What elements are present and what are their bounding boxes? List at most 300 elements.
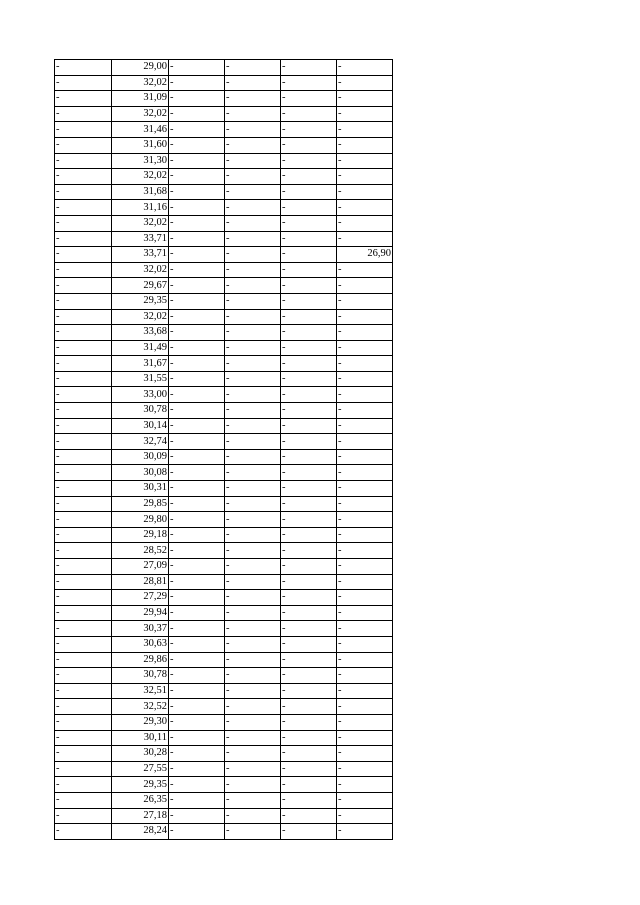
table-cell-c5: - <box>281 200 337 216</box>
table-body <box>55 60 393 840</box>
table-cell-c6: - <box>337 590 393 606</box>
table-cell-c1: - <box>55 215 112 231</box>
table-cell-c2: 30,08 <box>112 465 169 481</box>
table-cell-c4: - <box>225 231 281 247</box>
table-cell-c3: - <box>169 91 225 107</box>
table-cell-c1: - <box>55 621 112 637</box>
table-cell-c3: - <box>169 278 225 294</box>
table-cell-c3: - <box>169 699 225 715</box>
table-cell-c4: - <box>225 153 281 169</box>
table-cell-c5: - <box>281 137 337 153</box>
table-cell-c4: - <box>225 325 281 341</box>
table-cell-c2: 31,68 <box>112 184 169 200</box>
table-cell-c1: - <box>55 683 112 699</box>
table-cell-c2: 26,35 <box>112 792 169 808</box>
table-cell-c6: - <box>337 231 393 247</box>
table-cell-c5: - <box>281 418 337 434</box>
table-cell-c2: 32,02 <box>112 75 169 91</box>
table-cell-c6: - <box>337 449 393 465</box>
table-cell-c2: 31,16 <box>112 200 169 216</box>
table-cell-c6: - <box>337 309 393 325</box>
table-cell-c4: - <box>225 122 281 138</box>
table-row <box>55 184 393 200</box>
table-cell-c4: - <box>225 91 281 107</box>
table-cell-c5: - <box>281 465 337 481</box>
table-cell-c6: - <box>337 434 393 450</box>
table-cell-c3: - <box>169 574 225 590</box>
table-cell-c2: 30,11 <box>112 730 169 746</box>
table-row <box>55 761 393 777</box>
table-row <box>55 75 393 91</box>
table-cell-c5: - <box>281 512 337 528</box>
table-row <box>55 215 393 231</box>
table-cell-c1: - <box>55 636 112 652</box>
table-cell-c1: - <box>55 761 112 777</box>
table-cell-c5: - <box>281 746 337 762</box>
table-cell-c6: - <box>337 714 393 730</box>
table-row <box>55 699 393 715</box>
table-cell-c4: - <box>225 574 281 590</box>
table-cell-c2: 33,68 <box>112 325 169 341</box>
table-row <box>55 278 393 294</box>
table-cell-c4: - <box>225 215 281 231</box>
table-cell-c6: - <box>337 730 393 746</box>
table-cell-c3: - <box>169 652 225 668</box>
table-cell-c2: 29,94 <box>112 605 169 621</box>
table-cell-c4: - <box>225 434 281 450</box>
table-cell-c6: - <box>337 418 393 434</box>
table-cell-c2: 30,78 <box>112 403 169 419</box>
table-cell-c2: 32,51 <box>112 683 169 699</box>
table-cell-c6: - <box>337 699 393 715</box>
table-cell-c3: - <box>169 824 225 840</box>
table-cell-c3: - <box>169 621 225 637</box>
table-row <box>55 590 393 606</box>
table-row <box>55 481 393 497</box>
table-cell-c4: - <box>225 761 281 777</box>
table-cell-c4: - <box>225 668 281 684</box>
table-cell-c1: - <box>55 387 112 403</box>
table-cell-c4: - <box>225 512 281 528</box>
table-cell-c1: - <box>55 668 112 684</box>
table-cell-c5: - <box>281 621 337 637</box>
table-cell-c6: - <box>337 824 393 840</box>
table-cell-c5: - <box>281 527 337 543</box>
table-cell-c2: 30,31 <box>112 481 169 497</box>
table-cell-c3: - <box>169 200 225 216</box>
table-cell-c5: - <box>281 325 337 341</box>
table-cell-c1: - <box>55 730 112 746</box>
table-cell-c6: - <box>337 652 393 668</box>
table-cell-c3: - <box>169 481 225 497</box>
table-cell-c2: 31,09 <box>112 91 169 107</box>
table-cell-c2: 29,67 <box>112 278 169 294</box>
table-cell-c5: - <box>281 559 337 575</box>
table-cell-c4: - <box>225 792 281 808</box>
table-row <box>55 605 393 621</box>
table-row <box>55 387 393 403</box>
table-cell-c4: - <box>225 496 281 512</box>
table-cell-c1: - <box>55 403 112 419</box>
table-cell-c6: - <box>337 683 393 699</box>
table-cell-c6: - <box>337 356 393 372</box>
table-cell-c3: - <box>169 527 225 543</box>
table-cell-c1: - <box>55 746 112 762</box>
table-cell-c1: - <box>55 200 112 216</box>
table-cell-c1: - <box>55 824 112 840</box>
table-cell-c5: - <box>281 122 337 138</box>
table-cell-c3: - <box>169 309 225 325</box>
table-cell-c2: 27,29 <box>112 590 169 606</box>
table-cell-c1: - <box>55 605 112 621</box>
table-cell-c2: 29,35 <box>112 777 169 793</box>
table-cell-c5: - <box>281 543 337 559</box>
table-cell-c2: 30,28 <box>112 746 169 762</box>
table-cell-c3: - <box>169 153 225 169</box>
table-cell-c5: - <box>281 356 337 372</box>
table-cell-c3: - <box>169 184 225 200</box>
table-cell-c4: - <box>225 746 281 762</box>
table-cell-c4: - <box>225 356 281 372</box>
table-cell-c1: - <box>55 481 112 497</box>
table-cell-c4: - <box>225 340 281 356</box>
table-cell-c4: - <box>225 200 281 216</box>
table-cell-c4: - <box>225 699 281 715</box>
table-cell-c1: - <box>55 512 112 528</box>
table-cell-c5: - <box>281 371 337 387</box>
table-cell-c1: - <box>55 449 112 465</box>
table-row <box>55 309 393 325</box>
table-cell-c6: - <box>337 512 393 528</box>
table-cell-c3: - <box>169 325 225 341</box>
table-cell-c1: - <box>55 262 112 278</box>
table-cell-c2: 29,35 <box>112 293 169 309</box>
table-row <box>55 137 393 153</box>
table-cell-c2: 28,52 <box>112 543 169 559</box>
table-cell-c1: - <box>55 293 112 309</box>
table-row <box>55 824 393 840</box>
table-cell-c5: - <box>281 699 337 715</box>
data-table <box>54 59 393 840</box>
table-cell-c6: - <box>337 808 393 824</box>
table-cell-c6: - <box>337 605 393 621</box>
table-cell-c4: - <box>225 278 281 294</box>
table-cell-c3: - <box>169 590 225 606</box>
table-cell-c4: - <box>225 777 281 793</box>
table-cell-c5: - <box>281 777 337 793</box>
table-cell-c6: - <box>337 200 393 216</box>
table-cell-c5: - <box>281 434 337 450</box>
table-cell-c6: - <box>337 465 393 481</box>
table-row <box>55 247 393 263</box>
table-cell-c3: - <box>169 714 225 730</box>
table-row <box>55 60 393 76</box>
table-cell-c3: - <box>169 761 225 777</box>
table-cell-c4: - <box>225 169 281 185</box>
table-row <box>55 262 393 278</box>
table-row <box>55 434 393 450</box>
table-cell-c1: - <box>55 122 112 138</box>
table-cell-c5: - <box>281 792 337 808</box>
table-cell-c6: - <box>337 481 393 497</box>
table-cell-c2: 30,63 <box>112 636 169 652</box>
table-cell-c5: - <box>281 574 337 590</box>
table-cell-c1: - <box>55 527 112 543</box>
table-cell-c5: - <box>281 636 337 652</box>
table-cell-c1: - <box>55 652 112 668</box>
table-cell-c5: - <box>281 730 337 746</box>
table-cell-c3: - <box>169 371 225 387</box>
table-cell-c6: - <box>337 777 393 793</box>
table-cell-c6: - <box>337 761 393 777</box>
table-cell-c3: - <box>169 293 225 309</box>
table-cell-c4: - <box>225 293 281 309</box>
table-cell-c2: 30,09 <box>112 449 169 465</box>
table-cell-c6: - <box>337 792 393 808</box>
table-cell-c1: - <box>55 543 112 559</box>
table-cell-c2: 31,67 <box>112 356 169 372</box>
table-cell-c3: - <box>169 792 225 808</box>
table-cell-c2: 33,71 <box>112 247 169 263</box>
table-cell-c4: - <box>225 106 281 122</box>
table-cell-c1: - <box>55 808 112 824</box>
table-cell-c4: - <box>225 75 281 91</box>
table-cell-c5: - <box>281 231 337 247</box>
table-cell-c2: 28,81 <box>112 574 169 590</box>
table-cell-c6: - <box>337 75 393 91</box>
table-cell-c1: - <box>55 231 112 247</box>
table-cell-c3: - <box>169 137 225 153</box>
table-cell-c6: - <box>337 169 393 185</box>
table-cell-c1: - <box>55 106 112 122</box>
table-cell-c2: 30,78 <box>112 668 169 684</box>
table-cell-c4: - <box>225 309 281 325</box>
table-cell-c4: - <box>225 730 281 746</box>
table-cell-c4: - <box>225 824 281 840</box>
table-cell-c2: 32,02 <box>112 169 169 185</box>
table-cell-c1: - <box>55 60 112 76</box>
table-cell-c4: - <box>225 527 281 543</box>
table-cell-c3: - <box>169 449 225 465</box>
table-cell-c3: - <box>169 668 225 684</box>
table-cell-c6: - <box>337 574 393 590</box>
table-row <box>55 574 393 590</box>
table-cell-c3: - <box>169 746 225 762</box>
table-cell-c1: - <box>55 278 112 294</box>
table-row <box>55 746 393 762</box>
table-cell-c2: 30,37 <box>112 621 169 637</box>
table-cell-c2: 27,55 <box>112 761 169 777</box>
table-cell-c6: - <box>337 543 393 559</box>
table-cell-c6: - <box>337 153 393 169</box>
table-cell-c3: - <box>169 106 225 122</box>
table-cell-c3: - <box>169 559 225 575</box>
table-cell-c1: - <box>55 371 112 387</box>
table-cell-c3: - <box>169 75 225 91</box>
table-row <box>55 714 393 730</box>
table-cell-c4: - <box>225 808 281 824</box>
table-cell-c3: - <box>169 403 225 419</box>
table-row <box>55 559 393 575</box>
table-cell-c3: - <box>169 247 225 263</box>
table-cell-c2: 29,80 <box>112 512 169 528</box>
table-cell-c3: - <box>169 418 225 434</box>
table-cell-c6: - <box>337 559 393 575</box>
table-row <box>55 777 393 793</box>
table-cell-c5: - <box>281 262 337 278</box>
table-cell-c6: - <box>337 184 393 200</box>
table-cell-c2: 28,24 <box>112 824 169 840</box>
table-row <box>55 122 393 138</box>
table-cell-c6: - <box>337 122 393 138</box>
table-cell-c2: 31,60 <box>112 137 169 153</box>
table-row <box>55 527 393 543</box>
table-cell-c5: - <box>281 60 337 76</box>
table-row <box>55 153 393 169</box>
table-cell-c4: - <box>225 387 281 403</box>
table-cell-c1: - <box>55 434 112 450</box>
table-row <box>55 418 393 434</box>
table-row <box>55 808 393 824</box>
table-cell-c3: - <box>169 387 225 403</box>
table-cell-c4: - <box>225 590 281 606</box>
table-row <box>55 231 393 247</box>
table-row <box>55 200 393 216</box>
table-cell-c1: - <box>55 792 112 808</box>
table-cell-c6: - <box>337 106 393 122</box>
table-cell-c2: 29,18 <box>112 527 169 543</box>
table-cell-c1: - <box>55 137 112 153</box>
table-cell-c3: - <box>169 231 225 247</box>
table-row <box>55 683 393 699</box>
table-cell-c4: - <box>225 714 281 730</box>
table-cell-c4: - <box>225 403 281 419</box>
table-cell-c5: - <box>281 496 337 512</box>
table-cell-c3: - <box>169 512 225 528</box>
table-row <box>55 106 393 122</box>
table-cell-c5: - <box>281 449 337 465</box>
table-cell-c1: - <box>55 574 112 590</box>
table-cell-c5: - <box>281 824 337 840</box>
table-cell-c1: - <box>55 169 112 185</box>
table-cell-c1: - <box>55 325 112 341</box>
table-cell-c6: 26,90 <box>337 247 393 263</box>
table-cell-c3: - <box>169 777 225 793</box>
table-row <box>55 636 393 652</box>
table-cell-c3: - <box>169 122 225 138</box>
table-cell-c5: - <box>281 683 337 699</box>
table-cell-c6: - <box>337 621 393 637</box>
table-cell-c4: - <box>225 262 281 278</box>
table-cell-c5: - <box>281 169 337 185</box>
table-cell-c1: - <box>55 247 112 263</box>
table-cell-c2: 31,30 <box>112 153 169 169</box>
table-cell-c5: - <box>281 340 337 356</box>
table-cell-c4: - <box>225 605 281 621</box>
table-cell-c5: - <box>281 761 337 777</box>
table-cell-c5: - <box>281 75 337 91</box>
table-cell-c2: 33,00 <box>112 387 169 403</box>
table-cell-c4: - <box>225 418 281 434</box>
table-cell-c1: - <box>55 184 112 200</box>
table-cell-c6: - <box>337 496 393 512</box>
table-cell-c2: 27,18 <box>112 808 169 824</box>
table-cell-c1: - <box>55 699 112 715</box>
table-cell-c4: - <box>225 465 281 481</box>
table-cell-c5: - <box>281 808 337 824</box>
table-cell-c1: - <box>55 75 112 91</box>
table-row <box>55 91 393 107</box>
table-cell-c6: - <box>337 403 393 419</box>
table-cell-c6: - <box>337 137 393 153</box>
table-cell-c5: - <box>281 668 337 684</box>
table-cell-c4: - <box>225 371 281 387</box>
table-cell-c6: - <box>337 527 393 543</box>
table-cell-c4: - <box>225 449 281 465</box>
table-row <box>55 543 393 559</box>
table-cell-c2: 31,49 <box>112 340 169 356</box>
table-row <box>55 465 393 481</box>
table-cell-c5: - <box>281 387 337 403</box>
table-cell-c1: - <box>55 590 112 606</box>
table-cell-c1: - <box>55 340 112 356</box>
table-cell-c6: - <box>337 668 393 684</box>
table-row <box>55 371 393 387</box>
table-cell-c5: - <box>281 106 337 122</box>
table-cell-c2: 27,09 <box>112 559 169 575</box>
table-cell-c1: - <box>55 356 112 372</box>
table-cell-c6: - <box>337 636 393 652</box>
table-cell-c2: 32,52 <box>112 699 169 715</box>
table-row <box>55 293 393 309</box>
table-cell-c3: - <box>169 60 225 76</box>
table-cell-c1: - <box>55 559 112 575</box>
table-cell-c2: 29,00 <box>112 60 169 76</box>
table-cell-c5: - <box>281 293 337 309</box>
table-cell-c2: 29,85 <box>112 496 169 512</box>
table-row <box>55 668 393 684</box>
table-cell-c3: - <box>169 808 225 824</box>
table-cell-c6: - <box>337 746 393 762</box>
table-cell-c1: - <box>55 714 112 730</box>
table-cell-c5: - <box>281 309 337 325</box>
table-row <box>55 340 393 356</box>
table-cell-c2: 32,02 <box>112 106 169 122</box>
table-row <box>55 169 393 185</box>
table-row <box>55 512 393 528</box>
table-cell-c4: - <box>225 481 281 497</box>
table-cell-c3: - <box>169 543 225 559</box>
table-cell-c2: 30,14 <box>112 418 169 434</box>
table-cell-c1: - <box>55 465 112 481</box>
table-cell-c3: - <box>169 169 225 185</box>
table-cell-c2: 33,71 <box>112 231 169 247</box>
table-cell-c5: - <box>281 215 337 231</box>
table-row <box>55 730 393 746</box>
table-cell-c2: 29,30 <box>112 714 169 730</box>
table-cell-c3: - <box>169 340 225 356</box>
table-cell-c2: 32,02 <box>112 215 169 231</box>
table-row <box>55 356 393 372</box>
table-cell-c5: - <box>281 590 337 606</box>
table-cell-c4: - <box>225 543 281 559</box>
table-cell-c6: - <box>337 60 393 76</box>
table-cell-c2: 32,02 <box>112 309 169 325</box>
table-cell-c6: - <box>337 371 393 387</box>
table-cell-c2: 29,86 <box>112 652 169 668</box>
table-row <box>55 449 393 465</box>
table-cell-c6: - <box>337 215 393 231</box>
